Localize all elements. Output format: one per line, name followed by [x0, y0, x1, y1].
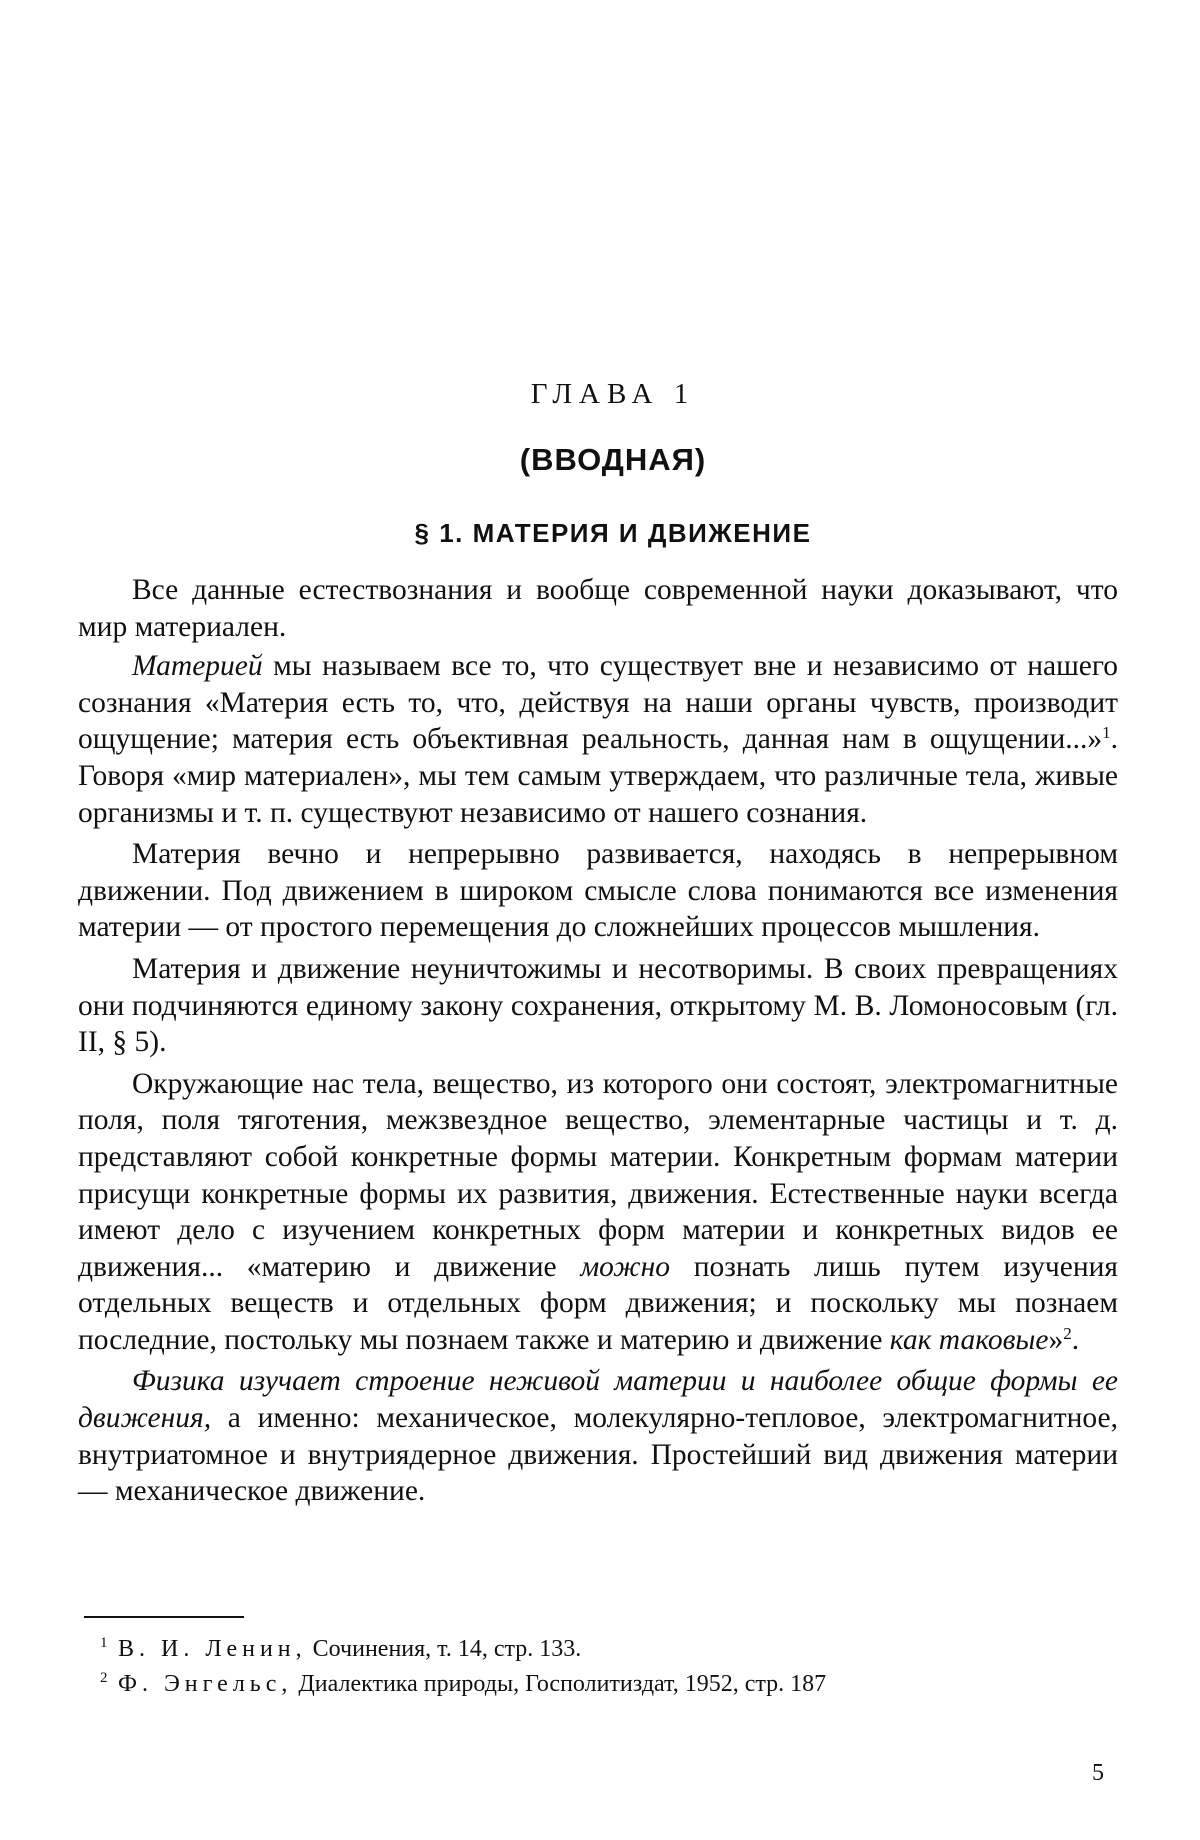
section-title: § 1. МАТЕРИЯ И ДВИЖЕНИЕ: [414, 518, 812, 548]
footnote-mark: 2: [100, 1670, 108, 1686]
footnote-1: [100, 1632, 1118, 1667]
physics-definition: Физика изучает строение неживой материи и наиболее общие формы ее движения,: [78, 1365, 1118, 1435]
footnotes: [100, 1632, 1118, 1702]
footnote-ref-1: 1: [1102, 723, 1111, 743]
body-text: [78, 572, 1118, 1515]
term-matter: Материей: [132, 650, 263, 683]
footnote-mark: 1: [100, 1635, 108, 1651]
paragraph-5: [78, 1066, 1118, 1359]
paragraph-6-text: а именно: механическое, молекулярно-тепловое, электромагнитное, внутриатомное и внутриядерное движения. Простейший вид движения материи — механическое движение.: [78, 1402, 1118, 1508]
paragraph-4: Материя и движение неуничтожимы и несотворимы. В своих превращениях они подчиняются единому закону сохранения, открытому М. В. Ломоносовым (гл. II, § 5).: [78, 952, 1118, 1059]
footnote-ref-2: 2: [1063, 1323, 1072, 1343]
paragraph-3: Материя вечно и непрерывно развивается, находясь в непрерывном движении. Под движением в широком смысле слова понимаются все изменения материи — от простого перемещения до сложнейших процессов мышления.: [78, 838, 1118, 944]
paragraph-5-text-b: познать лишь путем изучения отдельных веществ и отдельных форм движения; и поскольку мы познаем последние, постольку мы познаем также и материю и движение: [78, 1250, 1118, 1356]
paragraph-6: [78, 1363, 1118, 1509]
footnote-text: Диалектика природы, Госполитиздат, 1952, стр. 187: [292, 1671, 827, 1697]
paragraph-2-text-after: . Говоря «мир материален», мы тем самым утверждаем, что различные тела, живые организмы и т. п. существуют независимо от нашего сознания.: [78, 723, 1118, 829]
footnote-author: В. И. Ленин,: [118, 1636, 307, 1662]
footnote-divider: [84, 1616, 244, 1618]
paragraph-5-text-c: »: [1048, 1323, 1064, 1356]
chapter-title: (ВВОДНАЯ): [519, 442, 707, 477]
emphasis-mozhno: можно: [580, 1250, 670, 1283]
paragraph-5-text-d: .: [1071, 1323, 1080, 1356]
emphasis-kak-takovye: как таковые: [889, 1323, 1049, 1356]
footnote-text: Сочинения, т. 14, стр. 133.: [306, 1636, 582, 1662]
footnote-author: Ф. Энгельс,: [118, 1671, 293, 1697]
paragraph-5-text-a: Окружающие нас тела, вещество, из которого они состоят, электромагнитные поля, поля тяготения, межзвездное вещество, элементарные частицы и т. д. представляют собой конкретные формы материи. Конкретным формам материи присущи конкретные формы их развития, движения. Естественные науки всегда имеют дело с изучением конкретных форм материи и конкретных видов ее движения... «материю и движение: [78, 1067, 1118, 1283]
chapter-label: ГЛАВА 1: [530, 378, 696, 410]
paragraph-2-text: мы называем все то, что существует вне и независимо от нашего сознания «Материя есть то, что, действуя на наши органы чувств, производит ощущение; материя есть объективная реальность, данная нам в ощущении...»: [78, 650, 1118, 756]
footnote-2: [100, 1667, 1118, 1702]
page-number: 5: [1092, 1760, 1104, 1786]
paragraph-1: Все данные естествознания и вообще современной науки доказывают, что мир материален.: [78, 574, 1118, 643]
paragraph-2: [78, 648, 1118, 831]
